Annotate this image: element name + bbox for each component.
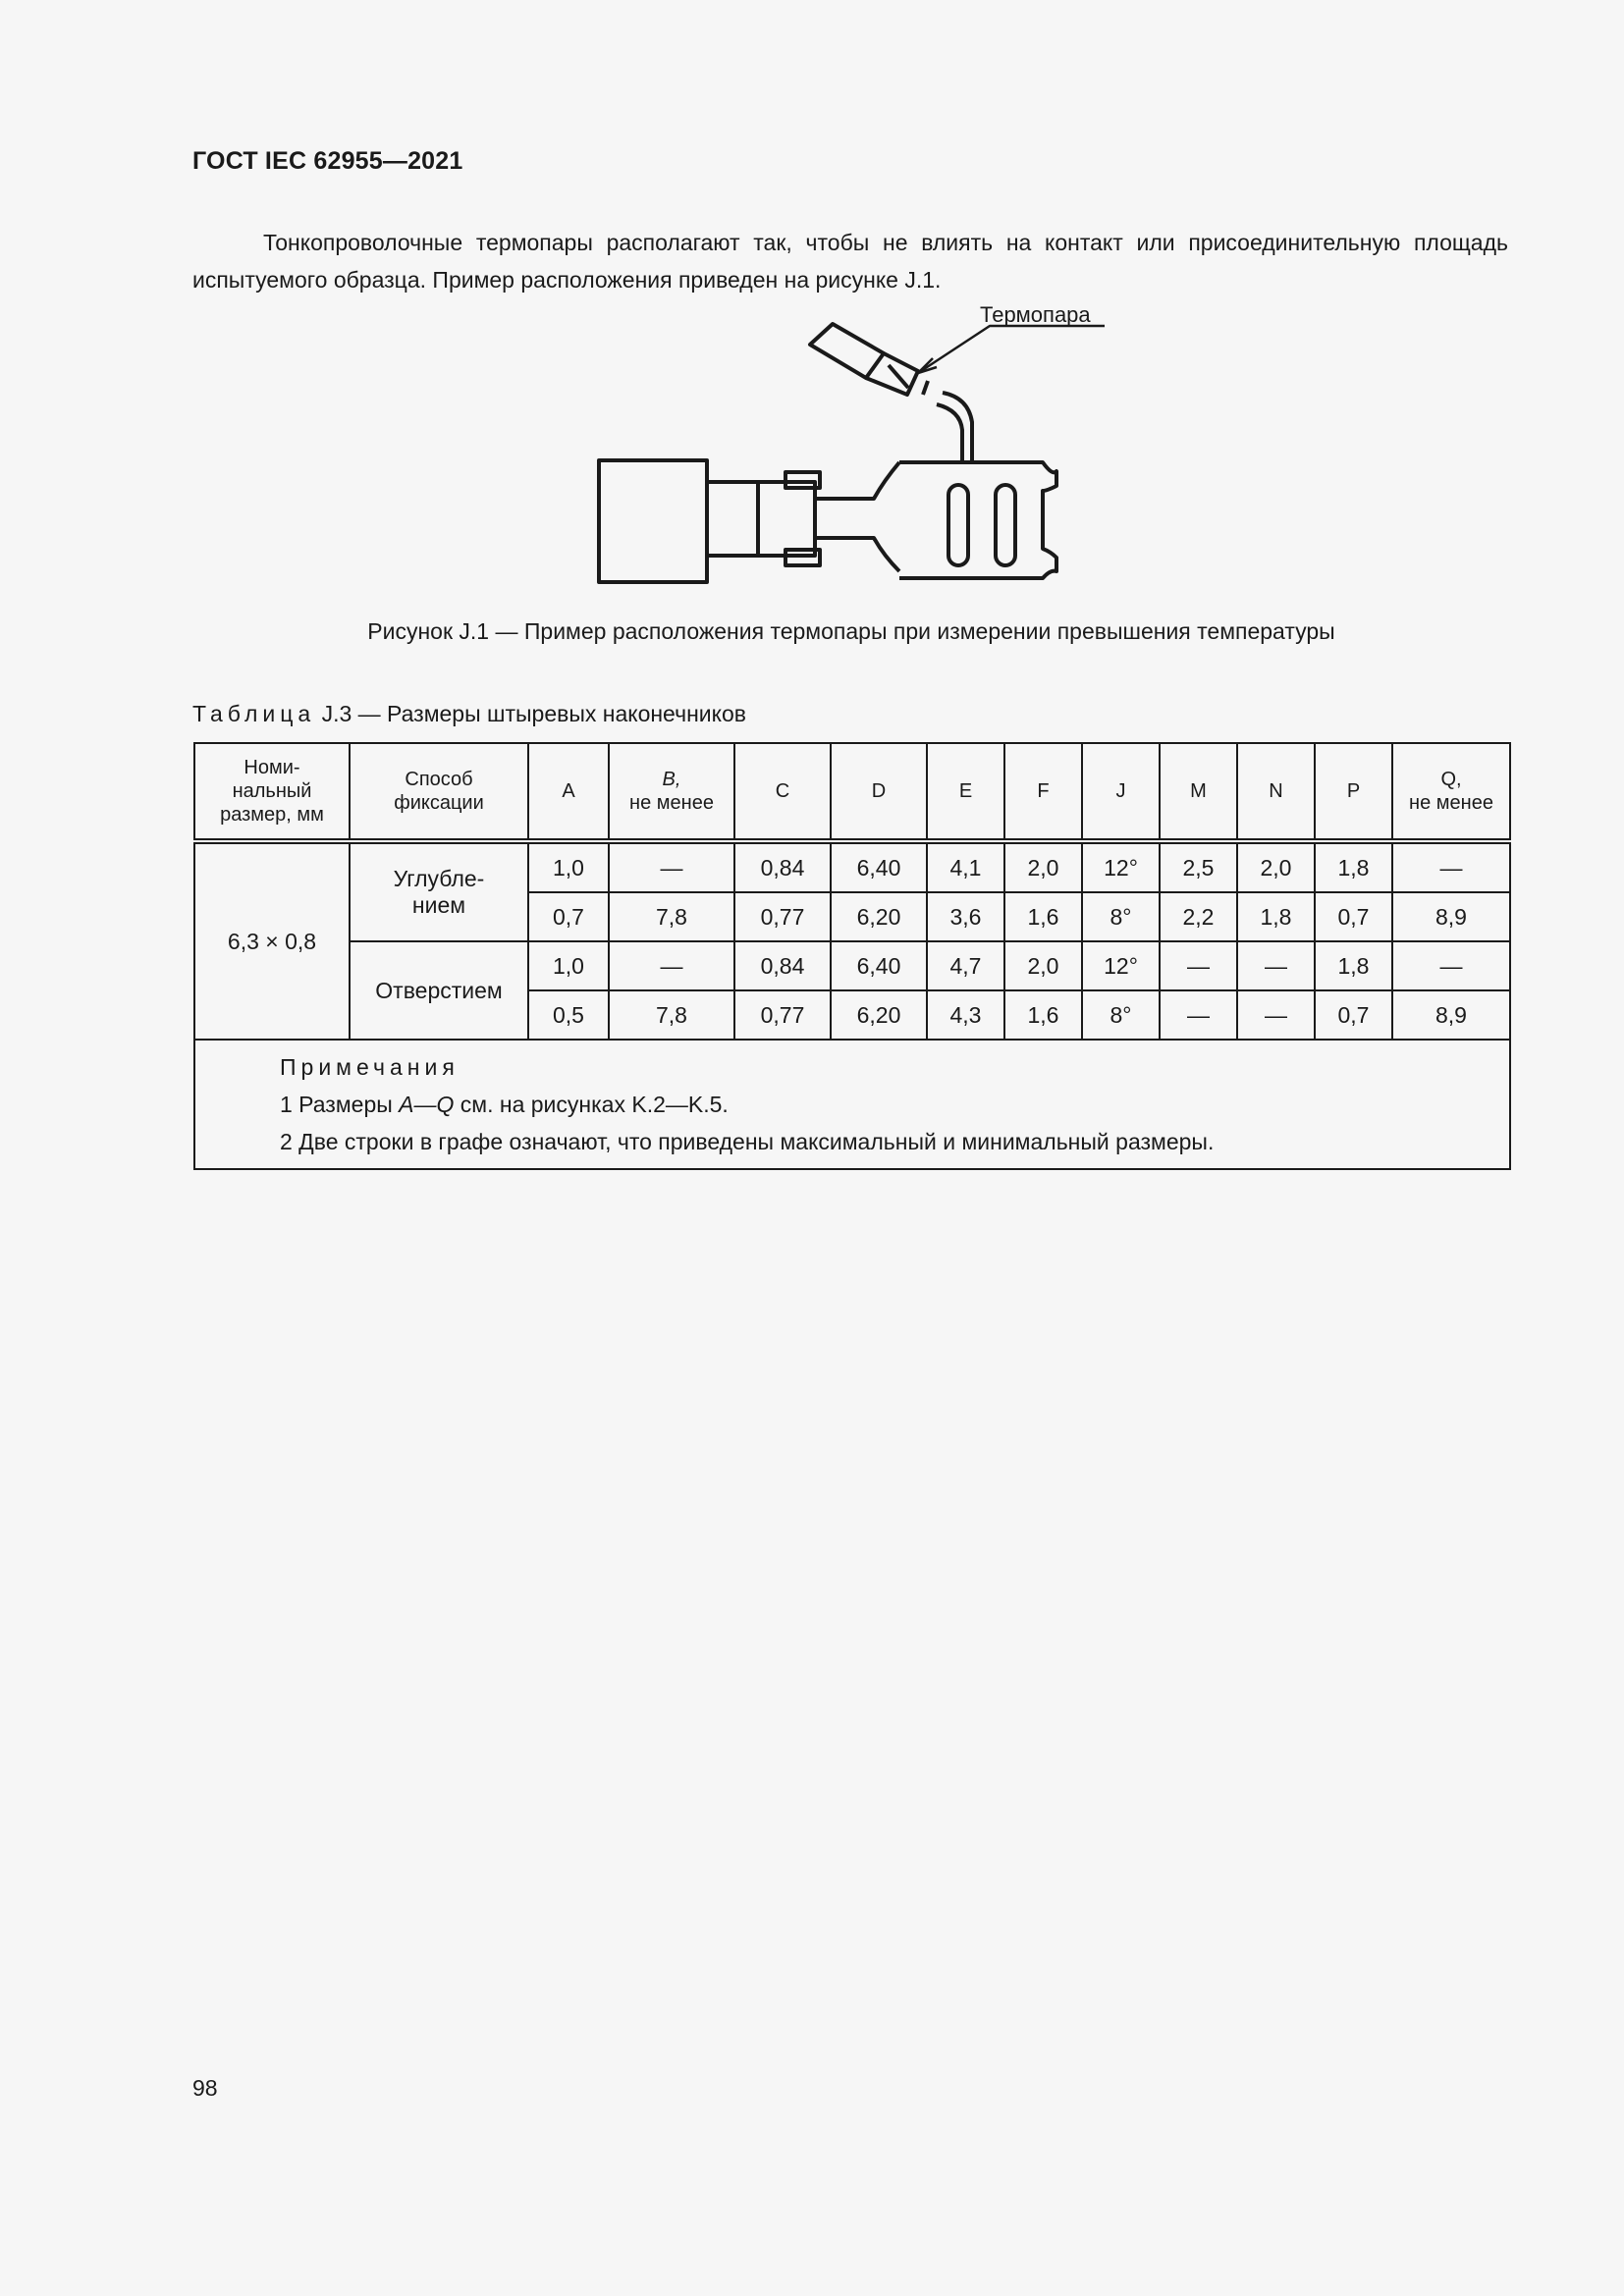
table-cell: 4,7 bbox=[927, 941, 1004, 990]
table-cell: — bbox=[609, 841, 734, 892]
header-B-note: не менее bbox=[629, 792, 714, 814]
table-cell: 12° bbox=[1082, 941, 1160, 990]
table-cell: 0,7 bbox=[1315, 892, 1392, 941]
table-cell: 8° bbox=[1082, 990, 1160, 1040]
table-cell: 1,8 bbox=[1237, 892, 1315, 941]
table-cell: 1,8 bbox=[1315, 941, 1392, 990]
header-P: P bbox=[1315, 743, 1392, 841]
method-recess-line2: нием bbox=[411, 892, 466, 918]
note-1-range: A—Q bbox=[399, 1092, 455, 1117]
header-D: D bbox=[831, 743, 927, 841]
nominal-size-cell: 6,3 × 0,8 bbox=[194, 841, 350, 1040]
header-C: C bbox=[734, 743, 831, 841]
slot-2 bbox=[996, 485, 1015, 565]
header-method-line2: фиксации bbox=[394, 792, 484, 814]
table-cell: 0,7 bbox=[528, 892, 609, 941]
body-paragraph: Тонкопроволочные термопары располагают так, чтобы не влиять на контакт или присоединительную площадь испытуемого образца. Пример расположения приведен на рисунке J.1. bbox=[192, 230, 1508, 293]
header-nominal-line1: Номи- bbox=[244, 757, 300, 778]
header-F: F bbox=[1004, 743, 1082, 841]
table-cell: 0,84 bbox=[734, 841, 831, 892]
table-cell: 7,8 bbox=[609, 990, 734, 1040]
figure-caption: Рисунок J.1 — Пример расположения термопары при измерении превышения температуры bbox=[367, 618, 1335, 644]
slot-1 bbox=[948, 485, 968, 565]
note-2: 2 Две строки в графе означают, что приведены максимальный и минимальный размеры. bbox=[280, 1129, 1215, 1154]
table-cell: 8,9 bbox=[1392, 892, 1510, 941]
table-title-prefix: Таблица bbox=[192, 701, 316, 726]
table-cell: 3,6 bbox=[927, 892, 1004, 941]
table-cell: 6,40 bbox=[831, 841, 927, 892]
table-notes bbox=[194, 1040, 1510, 1169]
note-1-suffix: см. на рисунках K.2—K.5. bbox=[454, 1092, 729, 1117]
header-J: J bbox=[1082, 743, 1160, 841]
table-cell: 7,8 bbox=[609, 892, 734, 941]
header-nominal-line3: размер, мм bbox=[220, 804, 324, 826]
table-cell: — bbox=[1392, 941, 1510, 990]
method-recess-cell bbox=[350, 841, 528, 941]
table-cell: 12° bbox=[1082, 841, 1160, 892]
table-cell: — bbox=[1160, 941, 1237, 990]
table-cell: 2,0 bbox=[1237, 841, 1315, 892]
table-header-row bbox=[194, 743, 1510, 841]
thermocouple-label: Термопара bbox=[980, 304, 1091, 327]
table-cell: 1,0 bbox=[528, 941, 609, 990]
note-1 bbox=[280, 1086, 1509, 1123]
table-cell: 0,5 bbox=[528, 990, 609, 1040]
table-cell: 6,20 bbox=[831, 892, 927, 941]
terminal-dimensions-table bbox=[193, 742, 1511, 1170]
table-cell: 1,0 bbox=[528, 841, 609, 892]
table-cell: 6,40 bbox=[831, 941, 927, 990]
table-cell: 4,1 bbox=[927, 841, 1004, 892]
method-recess-line1: Углубле- bbox=[393, 866, 485, 891]
table-title-rest: J.3 — Размеры штыревых наконечников bbox=[315, 701, 746, 726]
method-hole-cell: Отверстием bbox=[350, 941, 528, 1040]
table-cell: 2,2 bbox=[1160, 892, 1237, 941]
header-A: A bbox=[528, 743, 609, 841]
document-header: ГОСТ IEC 62955—2021 bbox=[192, 147, 463, 175]
terminal-insulation bbox=[599, 460, 707, 582]
header-B-letter: B, bbox=[662, 769, 681, 790]
header-Q-note: не менее bbox=[1409, 792, 1493, 814]
notes-row bbox=[194, 1040, 1510, 1169]
terminal-blade bbox=[899, 462, 1056, 578]
table-cell: 1,6 bbox=[1004, 990, 1082, 1040]
header-B bbox=[609, 743, 734, 841]
header-M: M bbox=[1160, 743, 1237, 841]
header-E: E bbox=[927, 743, 1004, 841]
table-cell: 0,84 bbox=[734, 941, 831, 990]
table-cell: — bbox=[1237, 990, 1315, 1040]
terminal-barrel bbox=[707, 482, 758, 556]
table-cell: — bbox=[1160, 990, 1237, 1040]
header-fixation-method bbox=[350, 743, 528, 841]
note-1-prefix: 1 Размеры bbox=[280, 1092, 400, 1117]
thermocouple-probe bbox=[810, 324, 884, 378]
table-cell: 0,77 bbox=[734, 892, 831, 941]
table-cell: — bbox=[1392, 841, 1510, 892]
notes-title: Примечания bbox=[280, 1054, 460, 1080]
table-cell: 1,8 bbox=[1315, 841, 1392, 892]
header-Q bbox=[1392, 743, 1510, 841]
table-cell: — bbox=[609, 941, 734, 990]
table-title bbox=[192, 701, 746, 727]
table-cell: 2,0 bbox=[1004, 941, 1082, 990]
table-cell: 1,6 bbox=[1004, 892, 1082, 941]
table-cell: 0,7 bbox=[1315, 990, 1392, 1040]
header-N: N bbox=[1237, 743, 1315, 841]
table-cell: 8° bbox=[1082, 892, 1160, 941]
header-nominal-size bbox=[194, 743, 350, 841]
table-cell: — bbox=[1237, 941, 1315, 990]
page-number: 98 bbox=[192, 2075, 218, 2101]
header-method-line1: Способ bbox=[405, 769, 473, 790]
table-cell: 6,20 bbox=[831, 990, 927, 1040]
header-nominal-line2: нальный bbox=[232, 780, 312, 802]
table-row bbox=[194, 841, 1510, 892]
header-Q-letter: Q, bbox=[1440, 769, 1462, 790]
table-row bbox=[194, 941, 1510, 990]
table-cell: 8,9 bbox=[1392, 990, 1510, 1040]
table-cell: 2,0 bbox=[1004, 841, 1082, 892]
thermocouple-figure bbox=[589, 304, 1139, 589]
table-cell: 2,5 bbox=[1160, 841, 1237, 892]
table-cell: 0,77 bbox=[734, 990, 831, 1040]
table-cell: 4,3 bbox=[927, 990, 1004, 1040]
